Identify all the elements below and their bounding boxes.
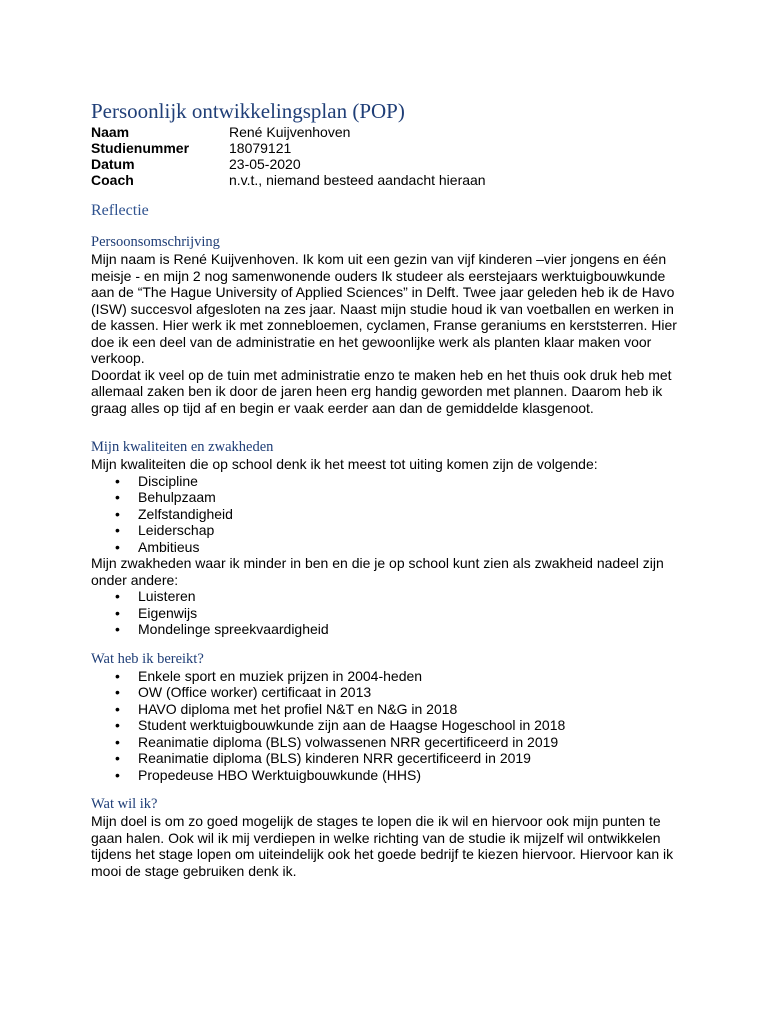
meta-value: 23-05-2020 — [229, 156, 301, 172]
paragraph-persoon-1: Mijn naam is René Kuijvenhoven. Ik kom uit een gezin van vijf kinderen –vier jongens en één meisje - en mijn 2 nog samenwonende ouders Ik studeer als eerstejaars werktuigbouwkunde aan de “The Hague University of Applied Sciences” in Delft. Twee jaar geleden heb ik de Havo (ISW) succesvol afgesloten na zes jaar. Naast mijn studie houd ik van voetballen en werken in de kassen. Hier werk ik met zonnebloemen, cyclamen, Franse geraniums en kerststerren. Hier doe ik een deel van de administratie en het gewoonlijke werk als planten klaar maken voor verkoop. — [91, 251, 677, 366]
bullet-icon: • — [115, 766, 120, 783]
list-item: • Ambitieus — [115, 538, 200, 555]
subheading-persoonsomschrijving: Persoonsomschrijving — [91, 234, 220, 250]
subheading-kwaliteiten: Mijn kwaliteiten en zwakheden — [91, 439, 274, 455]
subheading-wat-wil-ik: Wat wil ik? — [91, 796, 158, 812]
meta-value: René Kuijvenhoven — [229, 124, 351, 140]
bullet-icon: • — [115, 621, 120, 637]
list-item: • Discipline — [115, 472, 198, 489]
meta-value: 18079121 — [229, 140, 292, 156]
list-item: • Student werktuigbouwkunde zijn aan de Haagse Hogeschool in 2018 — [115, 717, 566, 733]
list-item: • Reanimatie diploma (BLS) volwassenen NRR gecertificeerd in 2019 — [115, 733, 559, 750]
paragraph-kwaliteiten-intro: Mijn kwaliteiten die op school denk ik het meest tot uiting komen zijn de volgende: — [91, 456, 598, 472]
list-item: • Luisteren — [115, 588, 196, 604]
meta-label: Naam — [91, 124, 130, 140]
subheading-bereikt: Wat heb ik bereikt? — [91, 650, 204, 667]
bullet-icon: • — [115, 750, 120, 766]
bullet-icon: • — [115, 472, 120, 489]
meta-label: Datum — [91, 156, 135, 172]
list-item: • Reanimatie diploma (BLS) kinderen NRR gecertificeerd in 2019 — [115, 750, 531, 766]
list-bereikt — [91, 668, 691, 784]
list-item: • Propedeuse HBO Werktuigbouwkunde (HHS) — [115, 766, 421, 783]
meta-label: Coach — [91, 172, 134, 188]
paragraph-zwakheden-intro: Mijn zwakheden waar ik minder in ben en die je op school kunt zien als zwakheid nadeel zijn onder andere: — [91, 555, 664, 588]
list-item: • Behulpzaam — [115, 489, 216, 505]
list-item: • OW (Office worker) certificaat in 2013 — [115, 684, 372, 700]
list-item: • Enkele sport en muziek prijzen in 2004-heden — [115, 667, 423, 684]
list-kwaliteiten — [91, 473, 691, 556]
document-title: Persoonlijk ontwikkelingsplan (POP) — [91, 99, 405, 123]
meta-row-naam — [91, 124, 486, 140]
paragraph-wat-wil-ik: Mijn doel is om zo goed mogelijk de stages te lopen die ik wil en hiervoor ook mijn punten te gaan halen. Ook wil ik mij verdiepen in welke richting van de studie ik mijzelf wil ontwikkelen tijdens het stage lopen om uiteindelijk ook het goede bedrijf te kiezen hiervoor. Hiervoor kan ik mooi de stage gebruiken denk ik. — [91, 813, 674, 879]
meta-row-coach — [91, 172, 486, 188]
bullet-icon: • — [115, 700, 120, 717]
list-item: • Eigenwijs — [115, 604, 198, 621]
bullet-icon: • — [115, 604, 120, 621]
list-item: • Mondelinge spreekvaardigheid — [115, 621, 329, 637]
list-item: • Zelfstandigheid — [115, 505, 233, 522]
meta-row-studienummer — [91, 140, 486, 156]
bullet-icon: • — [115, 505, 120, 522]
bullet-icon: • — [115, 522, 120, 538]
bullet-icon: • — [115, 733, 120, 750]
list-zwakheden — [91, 588, 691, 638]
bullet-icon: • — [115, 489, 120, 505]
document-page — [91, 98, 691, 879]
bullet-icon: • — [115, 588, 120, 604]
bullet-icon: • — [115, 717, 120, 733]
section-heading-reflectie: Reflectie — [91, 202, 149, 219]
paragraph-persoon-2: Doordat ik veel op de tuin met administratie enzo te maken heb en het thuis ook druk heb met allemaal zaken ben ik door de jaren heen erg handig geworden met plannen. Daarom heb ik graag alles op tijd af en begin er vaak eerder aan dan de gemiddelde klasgenoot. — [91, 366, 672, 416]
meta-value: n.v.t., niemand besteed aandacht hieraan — [229, 172, 486, 188]
meta-table — [91, 124, 486, 188]
bullet-icon: • — [115, 684, 120, 700]
meta-label: Studienummer — [91, 140, 190, 156]
meta-row-datum — [91, 156, 486, 172]
bullet-icon: • — [115, 538, 120, 555]
list-item: • HAVO diploma met het profiel N&T en N&G in 2018 — [115, 700, 458, 717]
bullet-icon: • — [115, 667, 120, 684]
list-item: • Leiderschap — [115, 522, 215, 538]
